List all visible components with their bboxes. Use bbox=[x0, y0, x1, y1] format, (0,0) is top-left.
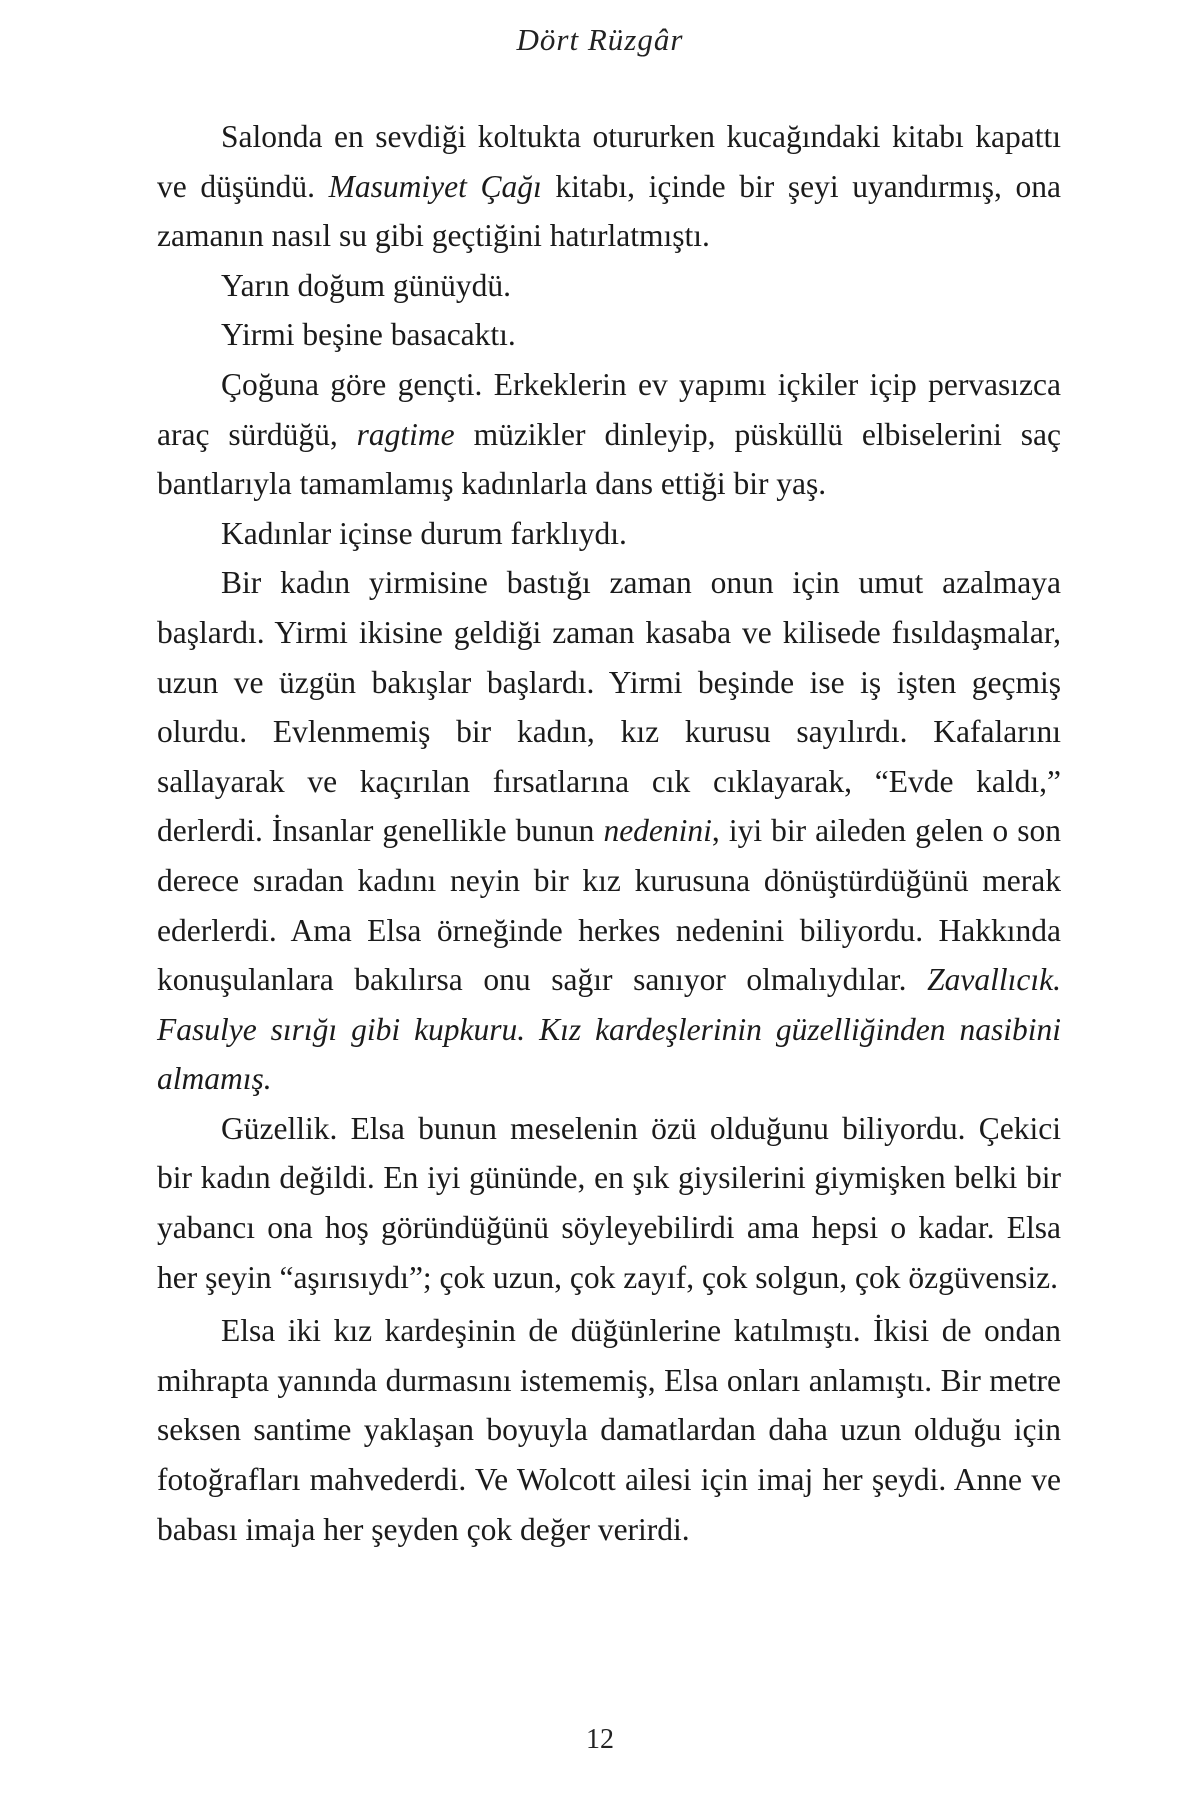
paragraph bbox=[157, 558, 1061, 1104]
text-run: Güzellik. Elsa bunun meselenin özü olduğunu biliyordu. Çekici bir kadın değildi. En iyi gününde, en şık giysilerini giymişken belki bir yabancı ona hoş göründüğünü söyleyebilirdi ama hepsi o kadar. Elsa her şeyin “aşırısıydı”; çok uzun, çok zayıf, çok solgun, çok özgüvensiz. bbox=[157, 1110, 1061, 1295]
italic-text: nedenini bbox=[603, 813, 712, 849]
paragraph bbox=[157, 310, 1061, 360]
text-run: Yirmi beşine basacaktı. bbox=[221, 317, 516, 353]
text-run: kitabı, içinde bir şeyi uyandırmış, ona zamanın nasıl su gibi geçtiğini hatırlatmıştı. bbox=[157, 168, 1061, 254]
text-run: Çoğuna göre gençti. Erkeklerin ev yapımı içkiler içip pervasızca araç sürdüğü, bbox=[157, 366, 1061, 452]
paragraph bbox=[157, 261, 1061, 311]
paragraph bbox=[157, 509, 1061, 559]
italic-text: Zavallıcık. Fasulye sırığı gibi kupkuru. Kız kardeşlerinin güzelliğinden nasibini almamış. bbox=[157, 962, 1061, 1097]
text-run: , iyi bir aileden gelen o son derece sıradan kadını neyin bir kız kurusuna dönüştürdüğünü merak ederlerdi. Ama Elsa örneğinde herkes nedenini biliyordu. Hakkında konuşulanlara bakılırsa onu sağır sanıyor olmalıydılar. bbox=[157, 813, 1061, 998]
text-run: Elsa iki kız kardeşinin de düğünlerine katılmıştı. İkisi de ondan mihrapta yanında durmasını istememiş, Elsa onları anlamıştı. Bir metre seksen santime yaklaşan boyuyla damatlardan daha uzun olduğu için fotoğrafları mahvederdi. Ve Wolcott ailesi için imaj her şeydi. Anne ve babası imaja her şeyden çok değer verirdi. bbox=[157, 1313, 1061, 1547]
text-run: Yarın doğum günüydü. bbox=[221, 267, 511, 303]
paragraph bbox=[157, 360, 1061, 509]
paragraph bbox=[157, 112, 1061, 261]
text-run: Kadınlar içinse durum farklıydı. bbox=[221, 515, 627, 551]
text-run: müzikler dinleyip, püsküllü elbiselerini saç bantlarıyla tamamlamış kadınlarla dans ettiği bir yaş. bbox=[157, 416, 1061, 502]
paragraph bbox=[157, 1306, 1061, 1554]
body-text bbox=[157, 112, 1061, 1554]
text-run: Bir kadın yirmisine bastığı zaman onun için umut azalmaya başlardı. Yirmi ikisine geldiği zaman kasaba ve kilisede fısıldaşmalar, uzun ve üzgün bakışlar başlardı. Yirmi beşinde ise iş işten geçmiş olurdu. Evlenmemiş bir kadın, kız kurusu sayılırdı. Kafalarını sallayarak ve kaçırılan fırsatlarına cık cıklayarak, “Evde kaldı,” derlerdi. İnsanlar genellikle bunun bbox=[157, 565, 1061, 849]
running-title: Dört Rüzgâr bbox=[516, 22, 684, 57]
italic-text: Masumiyet Çağı bbox=[328, 168, 542, 204]
text-run: Salonda en sevdiği koltukta otururken kucağındaki kitabı kapattı ve düşündü. bbox=[157, 119, 1061, 204]
paragraph bbox=[157, 1104, 1061, 1302]
page-number: 12 bbox=[586, 1724, 614, 1755]
italic-text: ragtime bbox=[356, 416, 455, 452]
